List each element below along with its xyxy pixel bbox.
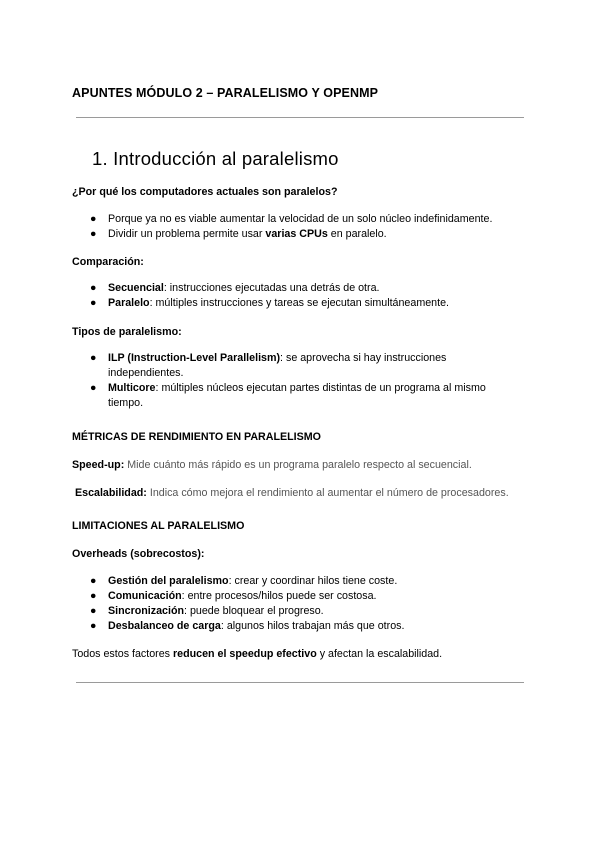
horizontal-rule-top — [76, 117, 524, 118]
scalability-label: Escalabilidad: — [75, 487, 147, 499]
list-item-bold: Desbalanceo de carga — [108, 620, 221, 632]
list-item-text: en paralelo. — [327, 228, 387, 240]
list-item-bold: Comunicación — [108, 590, 182, 602]
bullet-icon: ● — [90, 297, 97, 309]
scalability-paragraph — [75, 486, 509, 501]
list-item-text: : múltiples núcleos ejecutan partes distintas de un programa al mismo tiempo. — [108, 382, 486, 409]
bullet-icon: ● — [90, 605, 97, 617]
list-item-bold: Secuencial — [108, 282, 164, 294]
list-item-text: : se aprovecha si hay instrucciones independientes. — [108, 352, 447, 379]
bullet-icon: ● — [90, 352, 97, 364]
section-heading-introduccion: 1. Introducción al paralelismo — [92, 148, 339, 169]
bullet-icon: ● — [90, 213, 97, 225]
list-item — [72, 604, 512, 619]
list-item — [72, 296, 512, 311]
types-label: Tipos de paralelismo: — [72, 326, 182, 338]
horizontal-rule-bottom — [76, 682, 524, 683]
comparison-list — [72, 281, 512, 311]
bullet-icon: ● — [90, 575, 97, 587]
speedup-label: Speed-up: — [72, 459, 125, 471]
bullet-icon: ● — [90, 382, 97, 394]
bullet-icon: ● — [90, 228, 97, 240]
list-item-bold: Paralelo — [108, 297, 150, 309]
list-item — [72, 589, 512, 604]
overheads-label: Overheads (sobrecostos): — [72, 548, 205, 560]
limits-heading: LIMITACIONES AL PARALELISMO — [72, 520, 245, 532]
list-item-text: Dividir un problema permite usar — [108, 228, 266, 240]
list-item — [72, 281, 512, 296]
list-item-bold: Sincronización — [108, 605, 185, 617]
scalability-text: Indica cómo mejora el rendimiento al aumentar el número de procesadores. — [146, 487, 509, 499]
list-item — [72, 212, 512, 227]
bullet-icon: ● — [90, 590, 97, 602]
bullet-icon: ● — [90, 620, 97, 632]
list-item — [72, 227, 512, 242]
speedup-text: Mide cuánto más rápido es un programa paralelo respecto al secuencial. — [124, 459, 472, 471]
list-item-bold: Multicore — [108, 382, 156, 394]
list-item-text: : crear y coordinar hilos tiene coste. — [228, 575, 398, 587]
metrics-heading: MÉTRICAS DE RENDIMIENTO EN PARALELISMO — [72, 431, 321, 443]
list-item-text: : algunos hilos trabajan más que otros. — [220, 620, 405, 632]
list-item-text: : instrucciones ejecutadas una detrás de otra. — [163, 282, 380, 294]
document-title: APUNTES MÓDULO 2 – PARALELISMO Y OPENMP — [72, 86, 379, 100]
conclusion-text: y afectan la escalabilidad. — [316, 648, 443, 660]
overheads-list — [72, 574, 512, 634]
bullet-icon: ● — [90, 282, 97, 294]
conclusion-text: Todos estos factores — [72, 648, 173, 660]
list-item — [72, 381, 502, 411]
list-item — [72, 619, 512, 634]
list-item — [72, 351, 502, 381]
reasons-list — [72, 212, 512, 242]
conclusion-bold: reducen el speedup efectivo — [173, 648, 317, 660]
list-item-text: : puede bloquear el progreso. — [184, 605, 324, 617]
comparison-label: Comparación: — [72, 256, 144, 268]
question-heading: ¿Por qué los computadores actuales son paralelos? — [72, 186, 338, 198]
list-item-bold: ILP (Instruction-Level Parallelism) — [108, 352, 281, 364]
list-item — [72, 574, 512, 589]
list-item-text: : múltiples instrucciones y tareas se ejecutan simultáneamente. — [149, 297, 449, 309]
types-list — [72, 351, 502, 411]
list-item-bold: varias CPUs — [265, 228, 328, 240]
list-item-text: : entre procesos/hilos puede ser costosa. — [181, 590, 377, 602]
list-item-text: Porque ya no es viable aumentar la velocidad de un solo núcleo indefinidamente. — [108, 213, 493, 225]
speedup-paragraph — [72, 458, 472, 473]
list-item-bold: Gestión del paralelismo — [108, 575, 229, 587]
conclusion-paragraph — [72, 647, 442, 662]
